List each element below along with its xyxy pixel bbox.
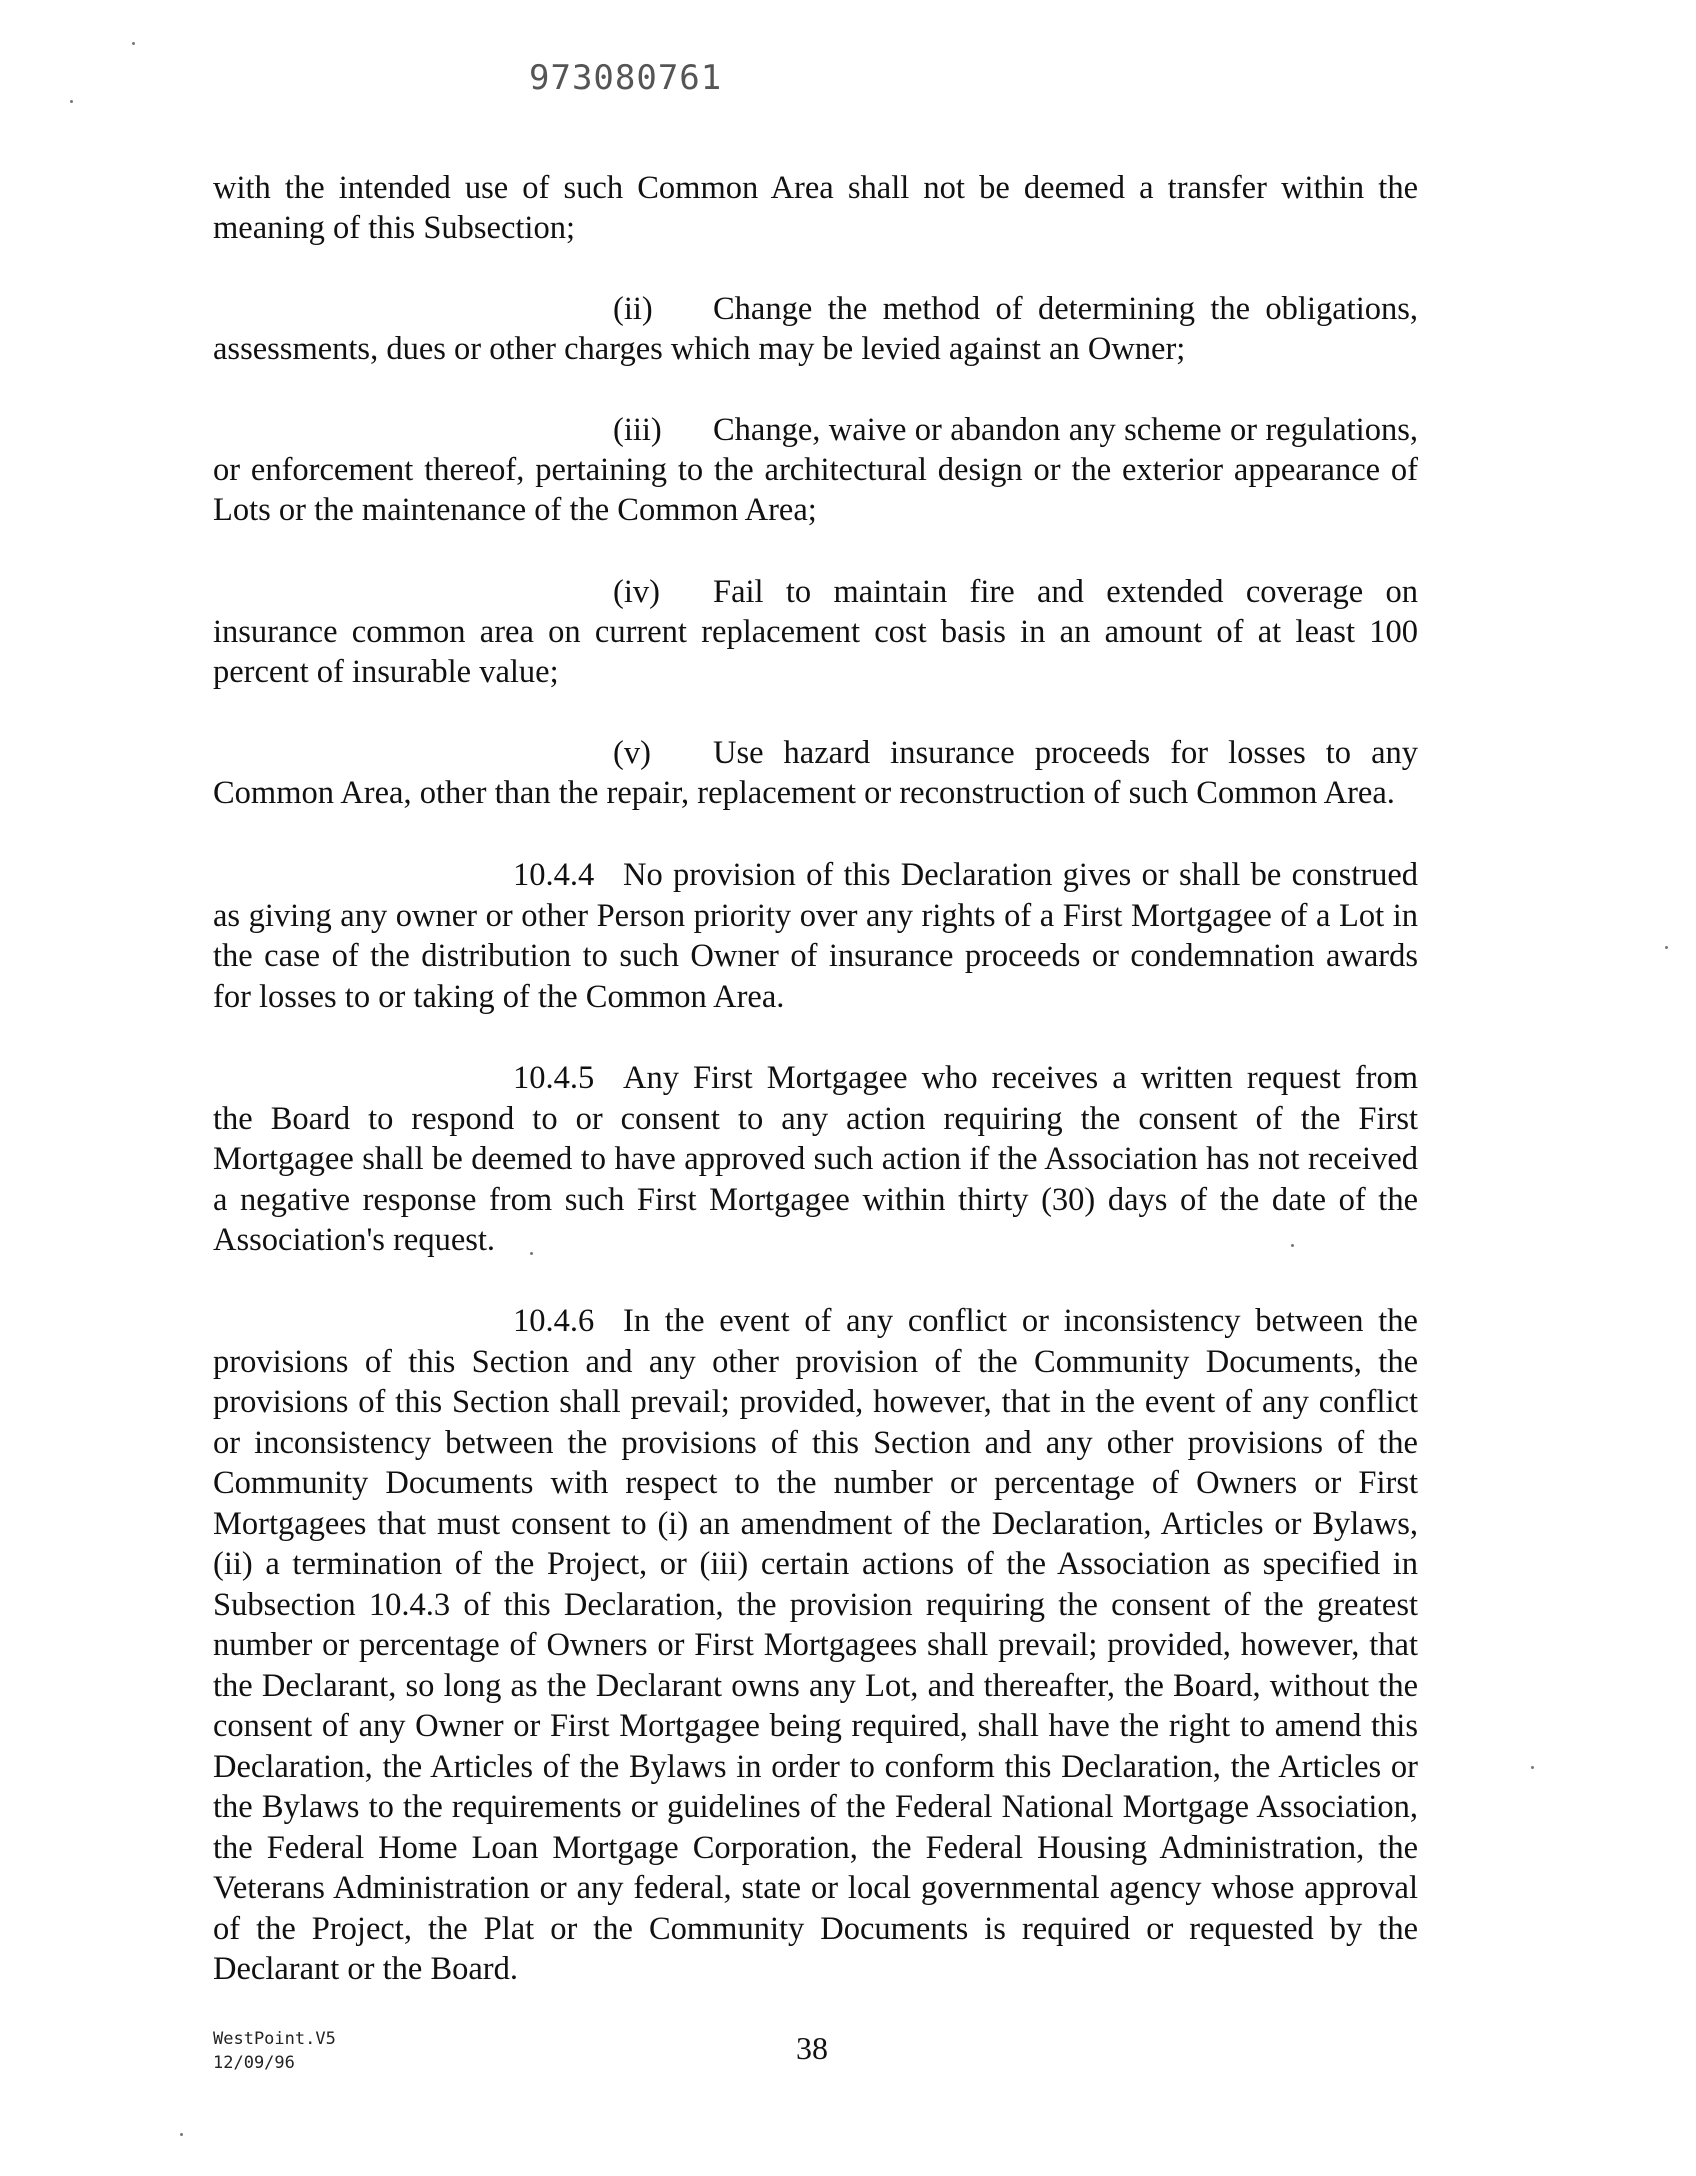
opening-paragraph: with the intended use of such Common Area shall not be deemed a transfer within the meaning of this Subsection; <box>213 170 1418 246</box>
section-number: 10.4.4 <box>513 857 595 893</box>
scan-speck <box>132 42 135 45</box>
scan-speck <box>1531 1766 1534 1769</box>
section-number: 10.4.5 <box>513 1060 595 1096</box>
sub-item-first-line: Fail to maintain fire and extended coverage on <box>713 574 1418 610</box>
sub-item-text: insurance common area on current replacement cost basis in an amount of at least 100 percent of insurable value; <box>213 614 1418 690</box>
footer-date: 12/09/96 <box>213 2053 295 2073</box>
sub-item-marker: (iii) <box>613 412 662 448</box>
scan-speck <box>70 100 73 103</box>
section-number: 10.4.6 <box>513 1303 595 1339</box>
sub-item-first-line: Change, waive or abandon any scheme or regulations, <box>713 412 1418 448</box>
page-number: 38 <box>796 2030 828 2066</box>
scan-speck <box>530 1252 533 1255</box>
section-10-4-4 <box>213 855 1418 1017</box>
document-number: 973080761 <box>529 58 723 98</box>
section-10-4-6 <box>213 1301 1418 1990</box>
sub-item-first-line: Use hazard insurance proceeds for losses to any <box>713 735 1418 771</box>
scan-speck <box>180 2133 183 2136</box>
sub-item-iii <box>213 410 1418 530</box>
section-text: In the event of any conflict or inconsistency between the provisions of this Section and any other provision of the Community Documents, the provisions of this Section shall prevail; provided, however, that in the event of any conflict or inconsistency between the provisions of this Section and any other provisions of the Community Documents with respect to the number or percentage of Owners or First Mortgagees that must consent to (i) an amendment of the Declaration, Articles or Bylaws, (ii) a termination of the Project, or (iii) certain actions of the Association as specified in Subsection 10.4.3 of this Declaration, the provision requiring the consent of the greatest number or percentage of Owners or First Mortgagees shall prevail; provided, however, that the Declarant, so long as the Declarant owns any Lot, and thereafter, the Board, without the consent of any Owner or First Mortgagee being required, shall have the right to amend this Declaration, the Articles of the Bylaws in order to conform this Declaration, the Articles or the Bylaws to the requirements or guidelines of the Federal National Mortgage Association, the Federal Home Loan Mortgage Corporation, the Federal Housing Administration, the Veterans Administration or any federal, state or local governmental agency whose approval of the Project, the Plat or the Community Documents is required or requested by the Declarant or the Board. <box>213 1303 1418 1987</box>
sub-item-marker: (iv) <box>613 574 660 610</box>
sub-item-ii <box>213 289 1418 369</box>
scan-speck <box>1665 946 1668 949</box>
section-10-4-5 <box>213 1058 1418 1261</box>
sub-item-text: or enforcement thereof, pertaining to the architectural design or the exterior appearance of Lots or the maintenance of the Common Area; <box>213 452 1418 528</box>
footer-file-info <box>213 2027 336 2075</box>
sub-item-iv <box>213 572 1418 692</box>
sub-item-marker: (v) <box>613 735 651 771</box>
sub-item-text: Common Area, other than the repair, replacement or reconstruction of such Common Area. <box>213 775 1395 811</box>
scan-speck <box>1291 1244 1294 1247</box>
section-text: No provision of this Declaration gives or shall be construed as giving any owner or other Person priority over any rights of a First Mortgagee of a Lot in the case of the distribution to such Owner of insurance proceeds or condemnation awards for losses to or taking of the Common Area. <box>213 857 1418 1015</box>
footer-file-name: WestPoint.V5 <box>213 2029 336 2049</box>
sub-item-v <box>213 733 1418 813</box>
sub-item-text: assessments, dues or other charges which may be levied against an Owner; <box>213 331 1186 367</box>
sub-item-first-line: Change the method of determining the obligations, <box>713 291 1418 327</box>
section-text: Any First Mortgagee who receives a written request from the Board to respond to or consent to any action requiring the consent of the First Mortgagee shall be deemed to have approved such action if the Association has not received a negative response from such First Mortgagee within thirty (30) days of the date of the Association's request. <box>213 1060 1418 1258</box>
sub-item-marker: (ii) <box>613 291 653 327</box>
